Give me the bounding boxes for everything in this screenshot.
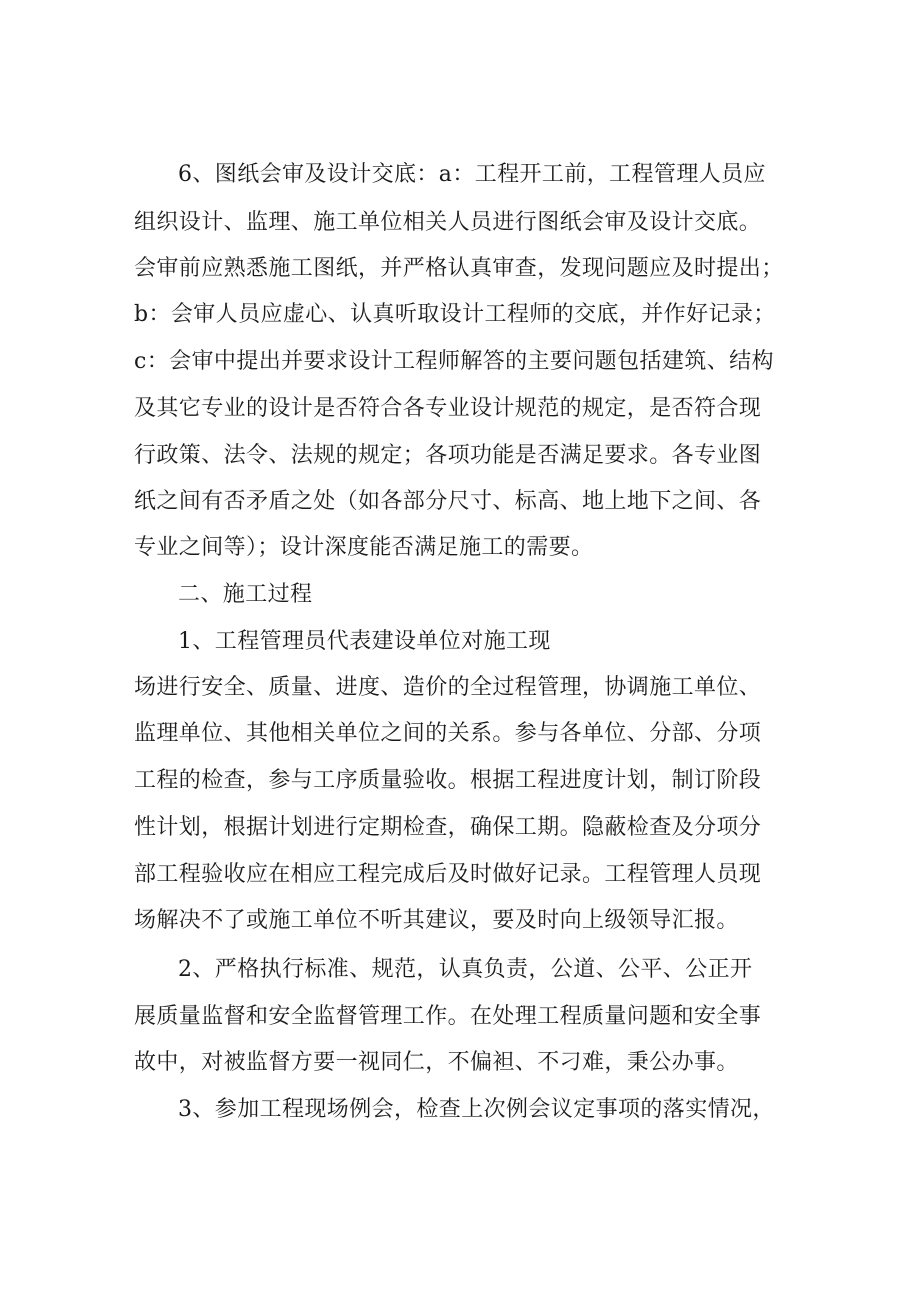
text-line: 场进行安全、质量、进度、造价的全过程管理，协调施工单位、 xyxy=(134,675,762,700)
text-line: 组织设计、监理、施工单位相关人员进行图纸会审及设计交底。 xyxy=(134,210,762,235)
text-line: 故中，对被监督方要一视同仁，不偏袒、不刁难，秉公办事。 xyxy=(134,1050,739,1075)
text-line: 纸之间有否矛盾之处（如各部分尺寸、标高、地上地下之间、各 xyxy=(134,489,762,514)
text-line: 性计划，根据计划进行定期检查，确保工期。隐蔽检查及分项分 xyxy=(134,815,762,840)
text-line: 及其它专业的设计是否符合各专业设计规范的规定，是否符合现 xyxy=(134,396,762,421)
text-line: 部工程验收应在相应工程完成后及时做好记录。工程管理人员现 xyxy=(134,862,762,887)
text-line: 展质量监督和安全监督管理工作。在处理工程质量问题和安全事 xyxy=(134,1004,762,1029)
text-line: 2、严格执行标准、规范，认真负责，公道、公平、公正开 xyxy=(178,957,753,982)
text-line: 会审前应熟悉施工图纸，并严格认真审查，发现问题应及时提出； xyxy=(134,256,784,281)
text-line: 监理单位、其他相关单位之间的关系。参与各单位、分部、分项 xyxy=(134,721,762,746)
text-line: 专业之间等）；设计深度能否满足施工的需要。 xyxy=(134,535,594,560)
text-line: 工程的检查，参与工序质量验收。根据工程进度计划，制订阶段 xyxy=(134,768,762,793)
text-line: b：会审人员应虚心、认真听取设计工程师的交底，并作好记录； xyxy=(134,302,776,327)
text-line: 6、图纸会审及设计交底：a：工程开工前，工程管理人员应 xyxy=(178,162,766,187)
text-line: 1、工程管理员代表建设单位对施工现 xyxy=(178,629,551,654)
text-line: 行政策、法令、法规的规定；各项功能是否满足要求。各专业图 xyxy=(134,443,762,468)
text-line: 3、参加工程现场例会，检查上次例会议定事项的落实情况， xyxy=(178,1097,775,1122)
text-line: 场解决不了或施工单位不听其建议，要及时向上级领导汇报。 xyxy=(134,908,739,933)
section-heading: 二、施工过程 xyxy=(178,582,313,607)
text-line: c：会审中提出并要求设计工程师解答的主要问题包括建筑、结构 xyxy=(134,349,774,374)
